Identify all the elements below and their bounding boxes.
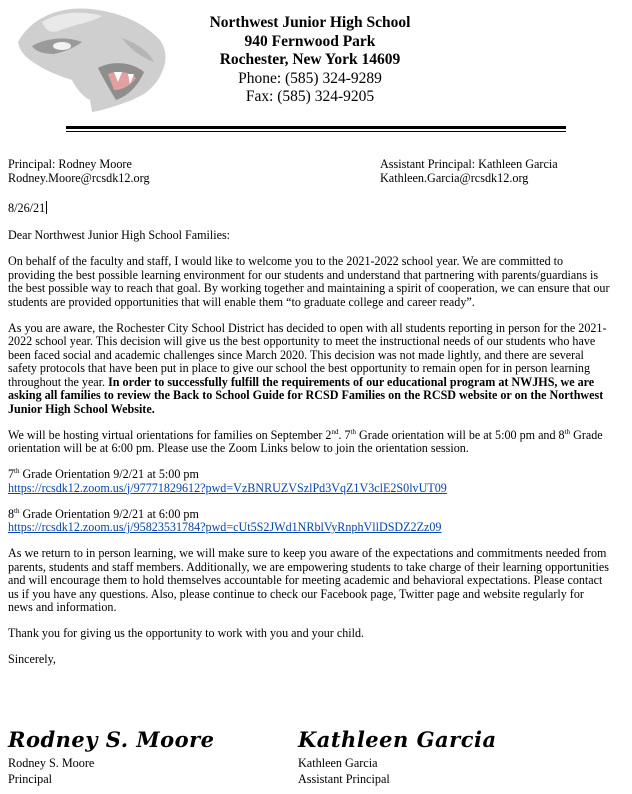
- panther-logo: [12, 2, 172, 114]
- principal-signer: [8, 755, 94, 787]
- principal-title: Principal: Rodney Moore: [8, 157, 132, 171]
- principal-email: Rodney.Moore@rcsdk12.org: [8, 171, 150, 185]
- orientation-text-4: Grade orientation will be at 6:00 pm. Please use the Zoom Links below to join the orientation session.: [8, 427, 603, 455]
- letter-body: [8, 229, 610, 679]
- closing: Sincerely,: [8, 652, 56, 666]
- ap-role: Assistant Principal: [298, 772, 390, 786]
- salutation: Dear Northwest Junior High School Families:: [8, 228, 231, 242]
- ordinal-suffix: th: [14, 506, 20, 515]
- paragraph-orientation: [8, 429, 610, 456]
- street-address: 940 Fernwood Park: [244, 32, 376, 50]
- ap-signer: [298, 755, 390, 787]
- grade8-orientation: [8, 508, 610, 535]
- phone-number: Phone: (585) 324-9289: [238, 69, 382, 87]
- city-state-zip: Rochester, New York 14609: [219, 51, 401, 68]
- fax-number: Fax: (585) 324-9205: [245, 88, 375, 105]
- ordinal-suffix: th: [350, 427, 357, 436]
- paragraph-reopening-bold: In order to successfully fulfill the requirements of our educational program at NWJHS, we are asking all families to review the Back to School Guide for RCSD Families on the RCSD website or on the Northwest Junior High School Website.: [8, 374, 604, 416]
- orientation-text-2: . 7: [338, 427, 351, 442]
- paragraph-reopening: [8, 322, 610, 417]
- ap-email: Kathleen.Garcia@rcsdk12.org: [380, 171, 529, 185]
- paragraph-thanks: Thank you for giving us the opportunity to work with you and your child.: [8, 626, 365, 640]
- ap-contact: [380, 157, 558, 185]
- letter-date: [8, 201, 47, 216]
- grade7-orientation: [8, 468, 610, 495]
- letterhead: [160, 14, 460, 107]
- ap-name: Kathleen Garcia: [298, 756, 378, 770]
- header-rule-thick: [66, 126, 566, 129]
- grade8-orientation-text: Grade Orientation 9/2/21 at 6:00 pm: [19, 506, 199, 521]
- grade-number: 7: [8, 467, 15, 481]
- ordinal-suffix: nd: [331, 427, 339, 436]
- orientation-text-3: Grade orientation will be at 5:00 pm and 8: [356, 427, 565, 442]
- paragraph-reopening-text: As you are aware, the Rochester City School District has decided to open with all students reporting in person for the 2021-2022 school year. This decision will give us the best opportunity to meet the instructional needs of our students who have been faced social and academic challenges since March 2020. This decision was not made lightly, and there are several safety protocols that have been put in place to give our school the best opportunity to remain open for in person learning throughout the year.: [8, 320, 607, 389]
- ap-title: Assistant Principal: Kathleen Garcia: [380, 157, 558, 171]
- school-name: Northwest Junior High School: [209, 14, 411, 31]
- grade7-orientation-text: Grade Orientation 9/2/21 at 5:00 pm: [19, 467, 199, 481]
- principal-contact: [8, 157, 150, 185]
- grade8-zoom-link[interactable]: https://rcsdk12.zoom.us/j/95823531784?pwd=cUt5S2JWd1NRblVyRnphVllDSDZ2Zz09: [8, 520, 442, 534]
- ap-signature: Kathleen Garcia: [298, 727, 497, 752]
- header-rule-thin: [66, 131, 566, 132]
- ordinal-suffix: th: [14, 466, 20, 475]
- principal-signature: Rodney S. Moore: [8, 727, 215, 752]
- text-cursor: [46, 201, 47, 214]
- date-text: 8/26/21: [8, 201, 46, 215]
- grade-number: 8: [8, 506, 15, 521]
- ordinal-suffix: th: [564, 427, 571, 436]
- principal-role: Principal: [8, 772, 53, 786]
- paragraph-expectations: As we return to in person learning, we will make sure to keep you aware of the expectations and commitments needed from parents, students and staff members. Additionally, we are empowering students to take charge of their learning opportunities and will encourage them to hold themselves accountable for meeting academic and behavioral expectations. Please contact us if you have any questions. Also, please continue to check our Facebook page, Twitter page and website regularly for news and information.: [8, 546, 609, 614]
- paragraph-welcome: On behalf of the faculty and staff, I would like to welcome you to the 2021-2022 school year. We are committed to providing the best possible learning environment for our students and understand that partnering with parents/guardians is the best possible way to reach that goal. By working together and maintaining a spirit of cooperation, we can ensure that our students are provided opportunities that will enable them “to graduate college and career ready”.: [8, 254, 610, 309]
- principal-name: Rodney S. Moore: [8, 756, 95, 770]
- orientation-text-1: We will be hosting virtual orientations for families on September 2: [8, 427, 332, 442]
- grade7-zoom-link[interactable]: https://rcsdk12.zoom.us/j/97771829612?pwd=VzBNRUZVSzlPd3VqZ1V3clE2S0lvUT09: [8, 480, 447, 495]
